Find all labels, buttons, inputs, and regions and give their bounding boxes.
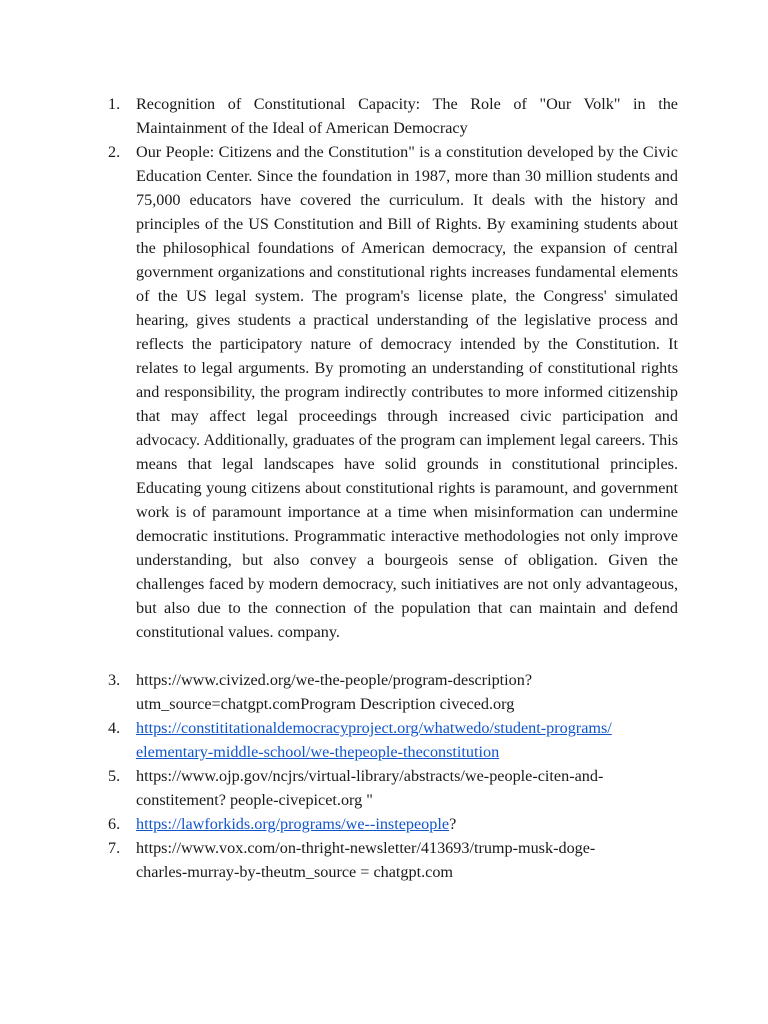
list-number: 3. [108, 671, 121, 689]
list-number: 7. [108, 839, 121, 857]
list-number: 1. [108, 95, 121, 113]
list-item-6 [108, 812, 678, 836]
numbered-list [108, 92, 678, 884]
reference-url-line: https://www.ojp.gov/ncjrs/virtual-library/abstracts/we-people-citen-and- [136, 767, 604, 785]
list-item-2 [108, 140, 678, 644]
reference-link[interactable]: https://constititationaldemocracyproject.org/whatwedo/student-programs/ [136, 719, 612, 737]
list-number: 4. [108, 719, 121, 737]
item-title: Recognition of Constitutional Capacity: The Role of "Our Volk" in the Maintainment of the Ideal of American Democracy [136, 95, 678, 137]
list-item-5 [108, 764, 678, 812]
reference-url-line: https://www.civized.org/we-the-people/program-description? [136, 671, 533, 689]
blank-line [108, 644, 678, 668]
reference-url-line: constitement? people-civepicet.org " [136, 791, 373, 809]
reference-url-line: charles-murray-by-theutm_source = chatgpt.com [136, 863, 454, 881]
list-item-3 [108, 668, 678, 716]
list-number: 2. [108, 143, 121, 161]
item-paragraph: Our People: Citizens and the Constitution" is a constitution developed by the Civic Education Center. Since the foundation in 1987, more than 30 million students and 75,000 educators have covered the curriculum. It deals with the history and principles of the US Constitution and Bill of Rights. By examining students about the philosophical foundations of American democracy, the expansion of central government organizations and constitutional rights increases fundamental elements of the US legal system. The program's license plate, the Congress' simulated hearing, gives students a practical understanding of the legislative process and reflects the participatory nature of democracy intended by the Constitution. It relates to legal arguments. By promoting an understanding of constitutional rights and responsibility, the program indirectly contributes to more informed citizenship that may affect legal proceedings through increased civic participation and advocacy. Additionally, graduates of the program can implement legal careers. This means that legal landscapes have solid grounds in constitutional principles. Educating young citizens about constitutional rights is paramount, and government work is of paramount importance at a time when misinformation can undermine democratic institutions. Programmatic interactive methodologies not only improve understanding, but also convey a bourgeois sense of obligation. Given the challenges faced by modern democracy, such initiatives are not only advantageous, but also due to the connection of the population that can maintain and defend constitutional values. company. [136, 143, 678, 641]
list-item-4 [108, 716, 678, 764]
link-suffix: ? [449, 815, 457, 833]
list-number: 6. [108, 815, 121, 833]
reference-url-line: https://www.vox.com/on-thright-newsletter/413693/trump-musk-doge- [136, 839, 596, 857]
list-item-1 [108, 92, 678, 140]
list-item-7 [108, 836, 678, 884]
reference-link[interactable]: https://lawforkids.org/programs/we--instepeople [136, 815, 450, 833]
reference-url-line: utm_source=chatgpt.comProgram Description civeced.org [136, 695, 515, 713]
reference-link[interactable]: elementary-middle-school/we-thepeople-theconstitution [136, 743, 500, 761]
list-number: 5. [108, 767, 121, 785]
reference-line [136, 812, 678, 836]
